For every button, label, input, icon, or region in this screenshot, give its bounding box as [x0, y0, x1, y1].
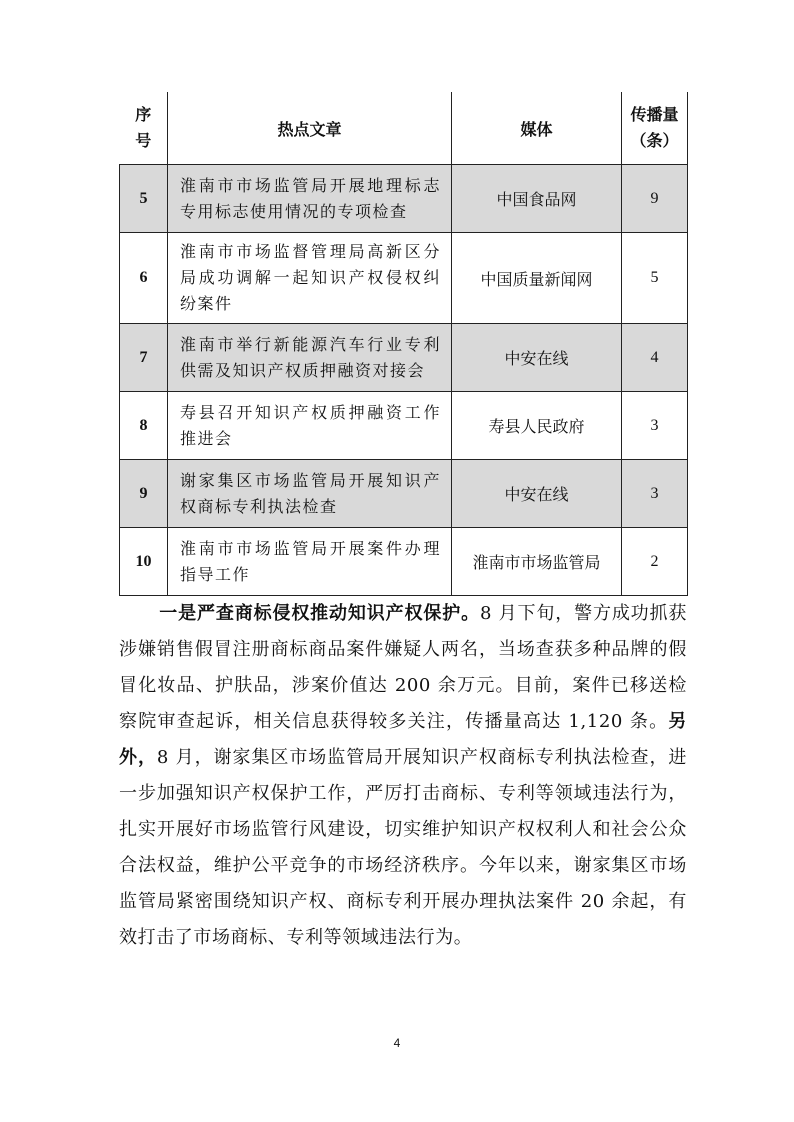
row-article-title: 谢家集区市场监管局开展知识产权商标专利执法检查 [168, 460, 452, 528]
header-serial-line2: 号 [135, 131, 152, 150]
table-row [120, 165, 688, 233]
row-media: 中国质量新闻网 [452, 233, 622, 324]
paragraph-text-part1: 8 月下旬，警方成功抓获涉嫌销售假冒注册商标商品案件嫌疑人两名，当场查获多种品牌的假冒化妆品、护肤品，涉案价值达 200 余万元。目前，案件已移送检察院审查起诉，相关信息获得较多关注，传播量高达 1,120 条。 [119, 603, 688, 732]
hotspot-articles-table-container [119, 92, 687, 596]
header-serial-line1: 序 [135, 105, 152, 124]
row-serial: 8 [120, 392, 168, 460]
row-media: 淮南市市场监管局 [452, 528, 622, 596]
row-serial: 6 [120, 233, 168, 324]
page-number: 4 [393, 1036, 401, 1050]
paragraph-lead-additional: 另外， [119, 711, 687, 768]
table-row [120, 392, 688, 460]
header-count-line2: （条） [630, 131, 679, 150]
paragraph-lead-heading: 一是严查商标侵权推动知识产权保护。 [159, 603, 480, 624]
row-media: 中安在线 [452, 324, 622, 392]
header-count-line1: 传播量 [630, 105, 679, 124]
row-serial: 7 [120, 324, 168, 392]
row-article-title: 淮南市举行新能源汽车行业专利供需及知识产权质押融资对接会 [168, 324, 452, 392]
row-spread-count: 3 [622, 392, 688, 460]
row-media: 中国食品网 [452, 165, 622, 233]
header-hot-article: 热点文章 [168, 92, 452, 165]
table-row [120, 460, 688, 528]
row-serial: 5 [120, 165, 168, 233]
table-row [120, 233, 688, 324]
row-article-title: 淮南市市场监督管理局高新区分局成功调解一起知识产权侵权纠纷案件 [168, 233, 452, 324]
header-spread-count [622, 92, 688, 165]
row-article-title: 淮南市市场监管局开展地理标志专用标志使用情况的专项检查 [168, 165, 452, 233]
row-spread-count: 3 [622, 460, 688, 528]
row-article-title: 淮南市市场监管局开展案件办理指导工作 [168, 528, 452, 596]
row-serial: 9 [120, 460, 168, 528]
header-media: 媒体 [452, 92, 622, 165]
table-row [120, 324, 688, 392]
table-row [120, 528, 688, 596]
header-serial-number [120, 92, 168, 165]
table-header-row [120, 92, 688, 165]
row-media: 寿县人民政府 [452, 392, 622, 460]
row-spread-count: 5 [622, 233, 688, 324]
hotspot-articles-table [119, 92, 688, 596]
paragraph-text-part2: 8 月，谢家集区市场监管局开展知识产权商标专利执法检查，进一步加强知识产权保护工作，严厉打击商标、专利等领域违法行为，扎实开展好市场监管行风建设，切实维护知识产权权利人和社会公众合法权益，维护公平竞争的市场经济秩序。今年以来，谢家集区市场监管局紧密围绕知识产权、商标专利开展办理执法案件 20 余起，有效打击了市场商标、专利等领域违法行为。 [119, 747, 687, 948]
row-serial: 10 [120, 528, 168, 596]
row-spread-count: 2 [622, 528, 688, 596]
row-spread-count: 4 [622, 324, 688, 392]
row-spread-count: 9 [622, 165, 688, 233]
row-article-title: 寿县召开知识产权质押融资工作推进会 [168, 392, 452, 460]
row-media: 中安在线 [452, 460, 622, 528]
body-paragraph [119, 596, 687, 956]
